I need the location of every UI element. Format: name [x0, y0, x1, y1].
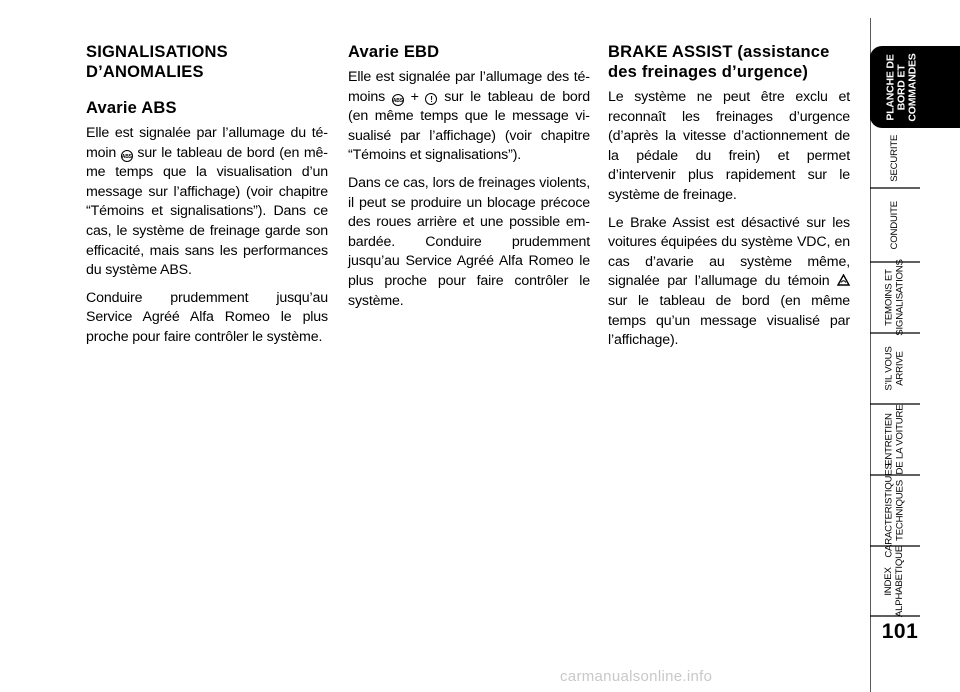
tab-index-label: INDEX ALPHABETIQUE — [883, 545, 905, 617]
paragraph-ebd-1-end: sur le tableau de bord (en même temps que le message visualisé par l’affichage) (voir chapitre “Témoins et signalisations”). — [348, 88, 590, 164]
tab-index[interactable] — [870, 546, 920, 616]
tab-planche-de-bord-label: PLANCHE DE BORD ET COMMANDES — [884, 52, 919, 122]
tab-sil-vous-arrive[interactable] — [870, 333, 920, 404]
section-title-signalisations: SIGNALISATIONS D’ANOMALIES — [86, 43, 228, 81]
tab-securite[interactable] — [870, 128, 920, 188]
tab-entretien-label: ENTRETIEN DE LA VOITURE — [883, 404, 905, 475]
paragraph-ebd-1 — [348, 68, 590, 166]
page-number: 101 — [881, 620, 919, 643]
paragraph-abs-1-start: Elle est signalée par l’allumage du témoin — [86, 125, 328, 161]
tab-temoins-label: TEMOINS ET SIGNALISATIONS — [883, 259, 905, 336]
paragraph-brake-assist-2-start: Le Brake Assist est désactivé sur les voitures équipées du système VDC, en cas d’avarie au système même, signalée par l’allumage du témoin — [608, 214, 850, 290]
paragraph-abs-2: Conduire prudemment jusqu’au Service Agréé Alfa Romeo le plus proche pour faire contrôler le système. — [86, 289, 328, 345]
paragraph-abs-1-end: sur le tableau de bord (en même temps que la visualisation d’un message sur l’affichage) (voir chapitre “Témoins et signalisations”). Dans ce cas, le système de freinage garde son efficacité, mais sans les performances du système ABS. — [86, 144, 328, 279]
abs-warning-icon: ABS — [121, 150, 133, 162]
section-title-brake-assist: BRAKE ASSIST (assistance des freinages d’urgence) — [608, 43, 830, 81]
column-avarie-ebd — [348, 42, 590, 319]
paragraph-ebd-1-start: Elle est signalée par l’allumage des témoins — [348, 69, 590, 105]
tab-caracteristiques-label: CARACTERISTIQUES TECHNIQUES — [883, 463, 906, 558]
plus-sign: + — [403, 88, 426, 105]
paragraph-brake-assist-2-end: sur le tableau de bord (en même temps qu’un message visualisé par l’affichage). — [608, 292, 850, 349]
abs-warning-icon: ABS — [392, 94, 404, 106]
paragraph-ebd-2: Dans ce cas, lors de freinages violents, il peut se produire un blocage précoce des roues arrière et une possible embardée. Conduire prudemment jusqu’au Service Agréé Alfa Romeo le plus proche pour faire contrôler le système. — [348, 174, 590, 309]
paragraph-abs-1 — [86, 124, 328, 281]
watermark-text: carmanualsonline.info — [560, 668, 713, 685]
tab-planche-de-bord[interactable] — [870, 46, 960, 128]
tab-caracteristiques[interactable] — [870, 463, 920, 558]
tab-sil-vous-arrive-label: S’IL VOUS ARRIVE — [883, 346, 905, 391]
subsection-title-avarie-abs: Avarie ABS — [86, 99, 177, 117]
chapter-sidebar — [870, 0, 960, 692]
brake-warning-icon: ! — [425, 93, 437, 105]
column-signalisations — [86, 42, 328, 356]
column-brake-assist — [608, 42, 850, 359]
vdc-warning-icon — [837, 274, 850, 286]
paragraph-brake-assist-1: Le système ne peut être exclu et reconnaît les freinages d’urgence (d’après la vitesse d’actionnement de la pédale du frein) et permet d’intervenir plus rapidement sur le système de freinage. — [608, 89, 850, 203]
tab-conduite-label: CONDUITE — [888, 200, 900, 250]
subsection-title-avarie-ebd: Avarie EBD — [348, 43, 440, 61]
paragraph-brake-assist-2 — [608, 214, 850, 351]
tab-temoins[interactable] — [870, 259, 920, 336]
tab-conduite[interactable] — [870, 188, 920, 262]
tab-securite-label: SECURITE — [888, 134, 900, 182]
